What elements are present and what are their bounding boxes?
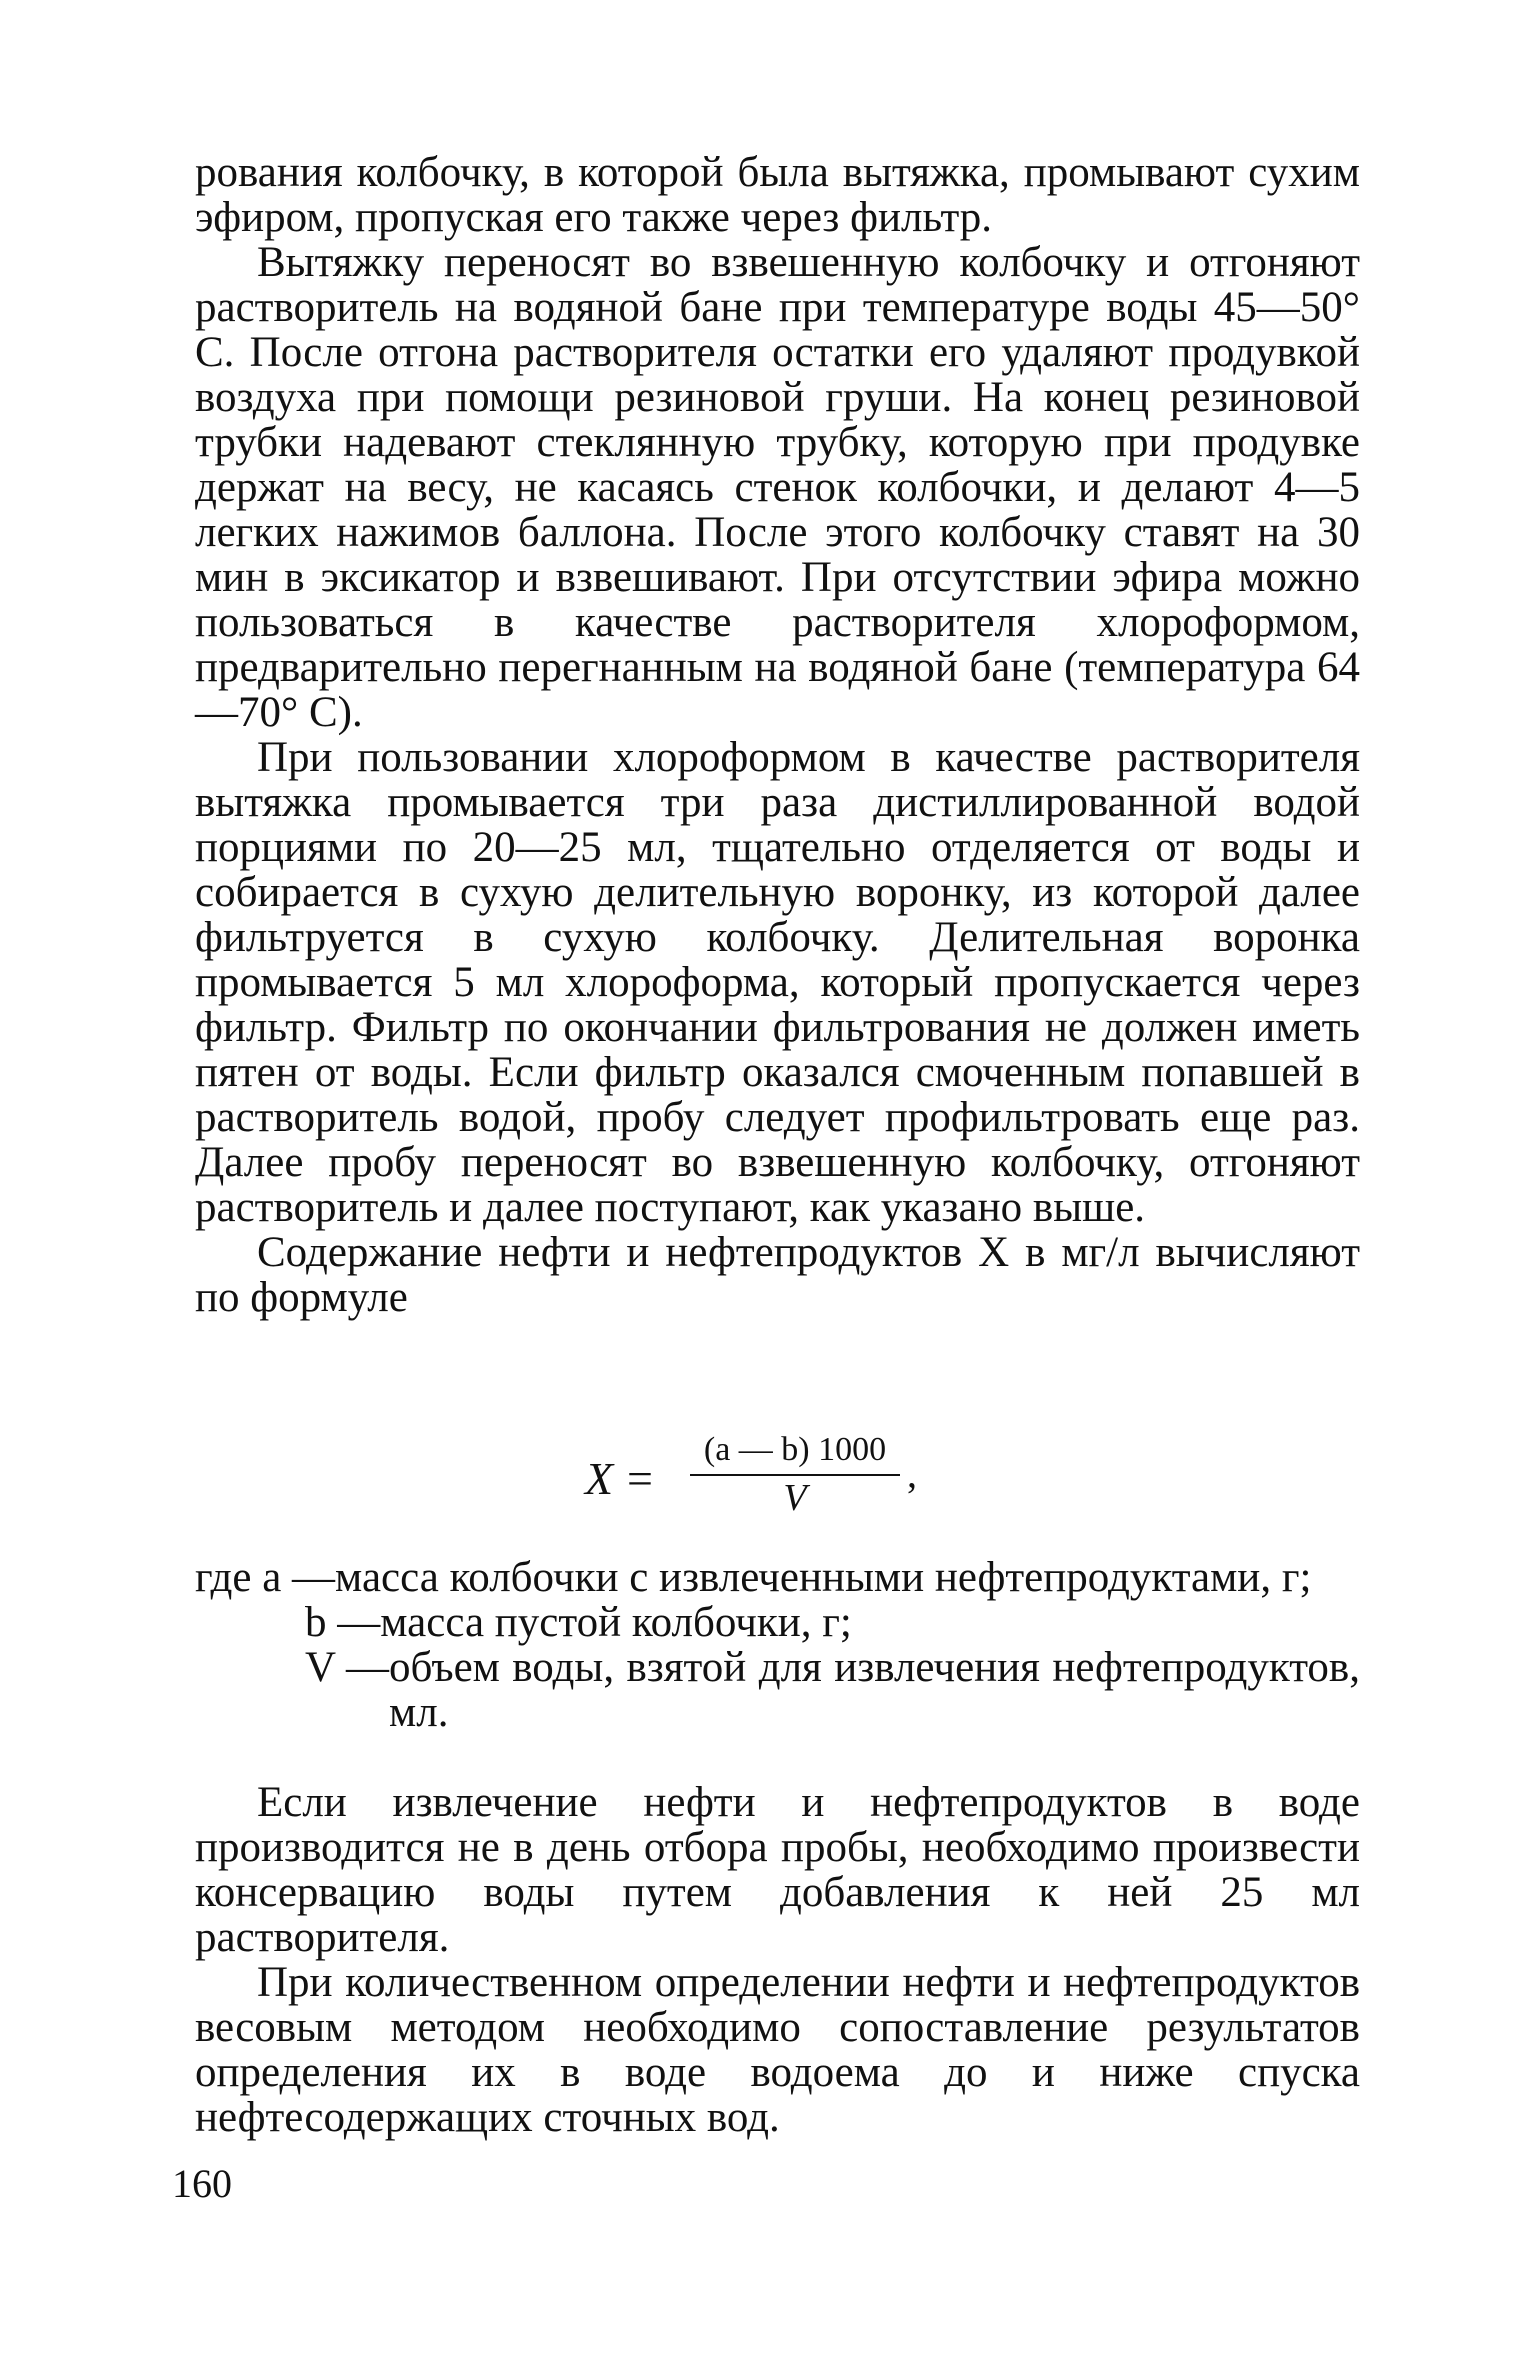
paragraph-content-formula-intro: Содержание нефти и нефтепродуктов X в мг/л вычисляют по формуле [195, 1229, 1360, 1321]
definition-text: масса пустой колбочки, г; [380, 1599, 852, 1646]
definition-v [195, 1645, 1360, 1735]
definition-text: объем воды, взятой для извлечения нефтепродуктов, мл. [389, 1644, 1360, 1736]
paragraph-chloroform: При пользовании хлороформом в качестве растворителя вытяжка промывается три раза дистиллированной водой порциями по 20—25 мл, тщательно отделяется от воды и собирается в сухую делительную воронку, из которой далее фильтруется в сухую колбочку. Делительная воронка промывается 5 мл хлороформа, который пропускается через фильтр. Фильтр по окончании фильтрования не должен иметь пятен от воды. Если фильтр оказался смоченным попавшей в растворитель водой, пробу следует профильтровать еще раз. Далее пробу переносят во взвешенную колбочку, отгоняют растворитель и далее поступают, как указано выше. [195, 734, 1360, 1231]
page-number: 160 [172, 2161, 232, 2206]
formula-lhs: X [585, 1453, 614, 1504]
definition-a [195, 1555, 1360, 1600]
formula-trailing-comma: , [907, 1451, 917, 1496]
definition-term: b — [305, 1599, 381, 1646]
variable-definitions [195, 1555, 1360, 1735]
definition-term: где a — [195, 1554, 336, 1601]
paragraph-comparison: При количественном определении нефти и нефтепродуктов весовым методом необходимо сопоставление результатов определения их в воде водоема до и ниже спуска нефтесодержащих сточных вод. [195, 1959, 1360, 2141]
definition-text: масса колбочки с извлеченными нефтепродуктами, г; [335, 1554, 1312, 1601]
paragraph-preservation: Если извлечение нефти и нефтепродуктов в воде производится не в день отбора пробы, необходимо произвести консервацию воды путем добавления к ней 25 мл растворителя. [195, 1779, 1360, 1961]
paragraph-continuation: рования колбочку, в которой была вытяжка, промывают сухим эфиром, пропуская его также через фильтр. [195, 149, 1360, 241]
formula-denominator: V [783, 1477, 807, 1519]
formula-fraction [690, 1430, 900, 1520]
formula-numerator: (a — b) 1000 [690, 1430, 900, 1476]
definition-b [195, 1600, 1360, 1645]
definition-term: V — [305, 1644, 390, 1691]
formula-equals: = [627, 1453, 653, 1504]
main-text [195, 150, 1360, 1320]
closing-text [195, 1780, 1360, 2140]
formula [585, 1430, 1065, 1540]
paragraph-extract-transfer: Вытяжку переносят во взвешенную колбочку и отгоняют растворитель на водяной бане при температуре воды 45—50° С. После отгона растворителя остатки его удаляют продувкой воздуха при помощи резиновой груши. На конец резиновой трубки надевают стеклянную трубку, которую при продувке держат на весу, не касаясь стенок колбочки, и делают 4—5 легких нажимов баллона. После этого колбочку ставят на 30 мин в эксикатор и взвешивают. При отсутствии эфира можно пользоваться в качестве растворителя хлороформом, предварительно перегнанным на водяной бане (температура 64—70° С). [195, 239, 1360, 736]
